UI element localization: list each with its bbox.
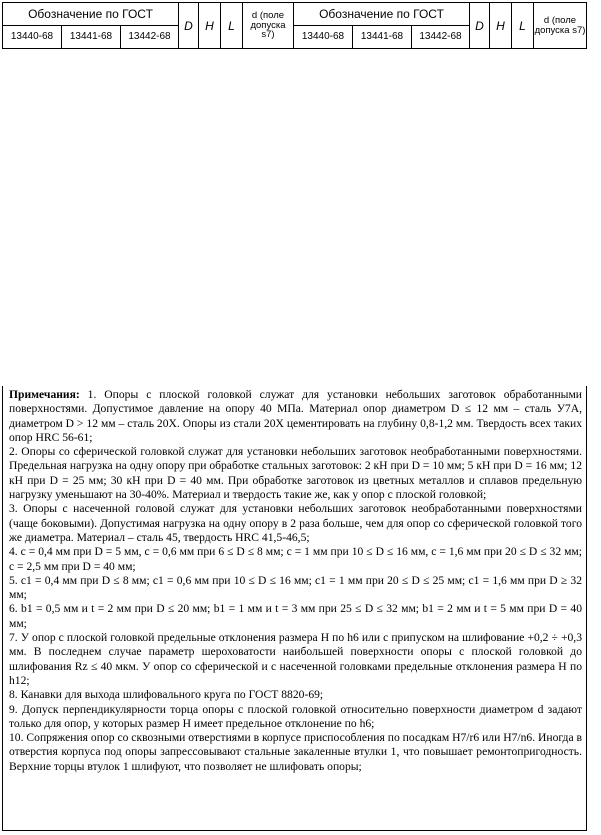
gost-support-table bbox=[2, 2, 587, 49]
d-tolerance-header: d (поле допуска s7) bbox=[243, 3, 294, 49]
note-5: 5. c1 = 0,4 мм при D ≤ 8 мм; c1 = 0,6 мм при 10 ≤ D ≤ 16 мм; c1 = 1 мм при 20 ≤ D ≤ 25 мм; c1 = 1,6 мм при D ≥ 32 мм; bbox=[9, 573, 582, 602]
note-3: 3. Опоры с насеченной головой служат для установки небольших заготовок необработанными поверхностями (чаще боковыми). Допустимая нагрузка на одну опору в 2 раза больше, чем для опор со сферической головкой того же диаметра. Материал – сталь 45, твердость HRC 41,5-46,5; bbox=[9, 502, 582, 544]
note-2: 2. Опоры со сферической головкой служат для установки небольших заготовок необработанными поверхностями. Предельная нагрузка на одну опору при обработке стальных заготовок: 2 кН при D = 10 мм; 5 кН при D = 16 мм; 12 кН при D = 25 мм; 30 кН при D = 40 мм. При обработке заготовок из цветных металлов и сплавов предельную нагрузку уменьшают на 30-40%. Материал и твердость такие же, как у опор с плоской головкой; bbox=[9, 445, 582, 502]
gost-designation-header: Обозначение по ГОСТ bbox=[3, 3, 179, 26]
note-6: 6. b1 = 0,5 мм и t = 2 мм при D ≤ 20 мм; b1 = 1 мм и t = 3 мм при 25 ≤ D ≤ 32 мм; b1 = 2 мм и t = 5 мм при D = 40 мм; bbox=[9, 602, 582, 630]
note-7: 7. У опор с плоской головкой предельные отклонения размера H по h6 или с припуском на шлифование +0,2 ÷ +0,3 мм. В последнем случае параметр шероховатости наибольшей поверхности опоры с плоской головкой до шлифования Rz ≤ 40 мкм. У опор со сферической и с насеченной головками предельные отклонения размера H по h12; bbox=[9, 631, 582, 687]
H-header-right: H bbox=[490, 3, 512, 49]
D-header: D bbox=[179, 3, 199, 49]
note-8: 8. Канавки для выхода шлифовального круга по ГОСТ 8820-69; bbox=[9, 688, 324, 702]
notes-title: Примечания: bbox=[9, 388, 80, 401]
std-13441-header: 13441-68 bbox=[62, 26, 121, 49]
note-4: 4. c = 0,4 мм при D = 5 мм, c = 0,6 мм при 6 ≤ D ≤ 8 мм; c = 1 мм при 10 ≤ D ≤ 16 мм, c = 1,6 мм при 20 ≤ D ≤ 32 мм; c = 2,5 мм при D = 40 мм; bbox=[9, 545, 582, 573]
L-header: L bbox=[221, 3, 243, 49]
L-header-right: L bbox=[512, 3, 534, 49]
std-13442-header-right: 13442-68 bbox=[412, 26, 470, 49]
H-header: H bbox=[199, 3, 221, 49]
std-13441-header-right: 13441-68 bbox=[353, 26, 412, 49]
notes-section bbox=[2, 386, 587, 831]
note-text: 1. Опоры с плоской головкой служат для установки небольших заготовок обработанными поверхностями. Допустимое давление на опору 40 МПа. Материал опор диаметром D ≤ 12 мм – сталь У7А, диаметром D > 12 мм – сталь 20Х. Опоры из стали 20Х цементировать на глубину 0,8-1,2 мм. Твердость всех таких опор HRC 56-61; bbox=[9, 388, 582, 444]
D-header-right: D bbox=[470, 3, 490, 49]
note-9: 9. Допуск перпендикулярности торца опоры с плоской головкой относительно поверхности диаметром d задают только для опор, у которых размер H имеет предельное отклонение по h6; bbox=[9, 702, 582, 730]
gost-designation-header-right: Обозначение по ГОСТ bbox=[294, 3, 470, 26]
std-13440-header-right: 13440-68 bbox=[294, 26, 353, 49]
std-13442-header: 13442-68 bbox=[121, 26, 179, 49]
note-10: 10. Сопряжения опор со сквозными отверстиями в корпусе приспособления по посадкам H7/r6 или H7/n6. Иногда в отверстия корпуса под опоры запрессовывают стальные закаленные втулки 1, что повышает ремонтопригодность. Верхние торцы втулок 1 шлифуют, что позволяет не шлифовать опоры; bbox=[9, 731, 582, 773]
std-13440-header: 13440-68 bbox=[3, 26, 62, 49]
note-1 bbox=[9, 388, 582, 445]
d-tolerance-header-right: d (поле допуска s7) bbox=[534, 3, 587, 49]
